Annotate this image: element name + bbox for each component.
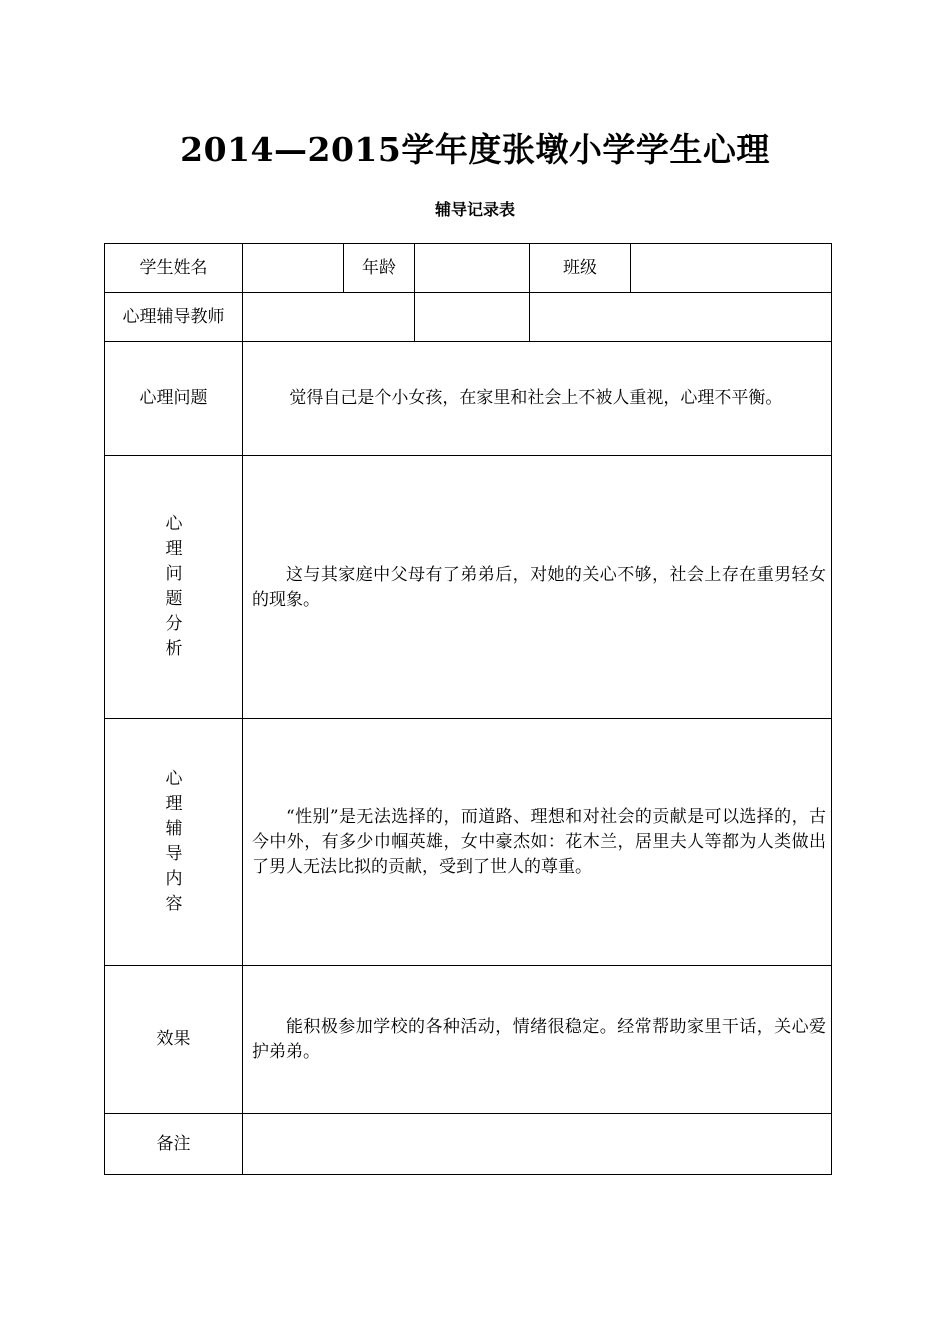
problem-label: 心理问题 [139,388,208,408]
student-name-field[interactable] [243,244,343,292]
page-subtitle: 辅导记录表 [434,200,515,219]
remarks-field[interactable] [243,1114,831,1174]
analysis-text: 这与其家庭中父母有了弟弟后，对她的关心不够，社会上存在重男轻女的现象。 [252,565,826,610]
class-field[interactable] [631,244,831,292]
problem-text: 觉得自己是个小女孩，在家里和社会上不被人重视，心理不平衡。 [289,388,783,408]
teacher-extra-field-2[interactable] [530,293,831,341]
analysis-label: 心理问题分析 [165,514,183,659]
effect-label: 效果 [156,1029,191,1049]
teacher-field[interactable] [243,293,414,341]
student-name-label: 学生姓名 [139,257,208,278]
content-text: “性别”是无法选择的，而道路、理想和对社会的贡献是可以选择的，古今中外，有多少巾帼英雄，女中豪杰如：花木兰，居里夫人等都为人类做出了男人无法比拟的贡献，受到了世人的尊重。 [252,807,826,877]
class-label: 班级 [563,257,597,278]
teacher-extra-field[interactable] [415,293,529,341]
remarks-label: 备注 [156,1133,191,1154]
teacher-label: 心理辅导教师 [122,306,225,327]
age-field[interactable] [415,244,529,292]
content-label: 心理辅导内容 [165,769,183,914]
age-label: 年龄 [362,257,396,278]
page-title: 2014—2015学年度张墩小学学生心理 [180,130,770,169]
effect-text: 能积极参加学校的各种活动，情绪很稳定。经常帮助家里干话，关心爱护弟弟。 [252,1017,826,1062]
